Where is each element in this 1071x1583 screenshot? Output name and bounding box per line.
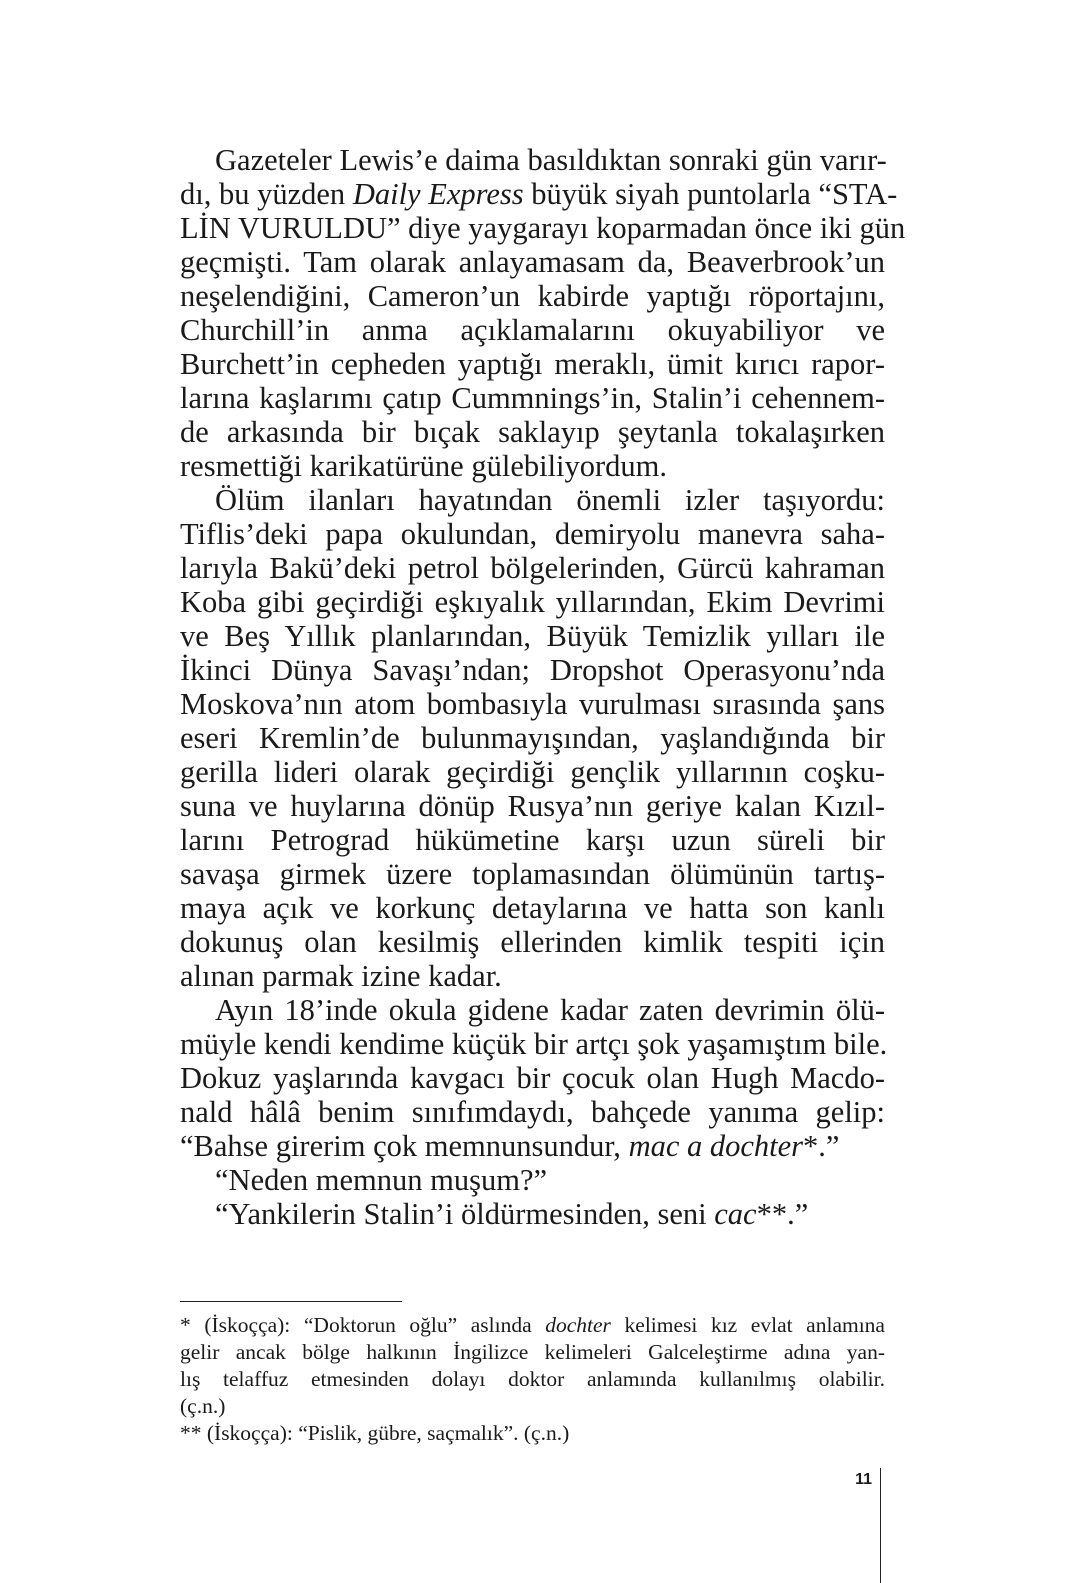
text-line (180, 415, 885, 449)
text-segment: müyle kendi kendime küçük bir artçı şok yaşamıştım bile. (180, 1027, 888, 1061)
text-segment: Dokuz yaşlarında kavgacı bir çocuk olan Hugh Macdo- (180, 1061, 885, 1095)
text-segment: maya açık ve korkunç detaylarına ve hatta son kanlı (180, 891, 885, 925)
text-segment: alınan parmak izine kadar. (180, 959, 502, 993)
text-segment: geçmişti. Tam olarak anlayamasam da, Beaverbrook’un (180, 245, 885, 279)
text-line (180, 1129, 885, 1163)
text-segment: nald hâlâ benim sınıfımdaydı, bahçede yanıma gelip: (180, 1095, 885, 1129)
footnote-line (180, 1366, 885, 1393)
text-line (180, 585, 885, 619)
text-segment: ve Beş Yıllık planlarından, Büyük Temizlik yılları ile (180, 619, 885, 653)
page-number: 11 (855, 1471, 872, 1488)
text-line (180, 823, 885, 857)
text-segment: savaşa girmek üzere toplamasından ölümünün tartış- (180, 857, 885, 891)
text-segment: “Bahse girerim çok memnunsundur, (180, 1129, 629, 1163)
text-segment: Ölüm ilanları hayatından önemli izler taşıyordu: (215, 483, 885, 517)
text-segment: dokunuş olan kesilmiş ellerinden kimlik tespiti için (180, 925, 885, 959)
italic-text: Daily Express (352, 177, 524, 211)
text-line (180, 313, 885, 347)
text-segment: Churchill’in anma açıklamalarını okuyabiliyor ve (180, 313, 885, 347)
text-line (180, 449, 885, 483)
text-line (180, 483, 885, 517)
text-line (180, 1061, 885, 1095)
text-segment: larına kaşlarımı çatıp Cummnings’in, Stalin’i cehennem- (180, 381, 885, 415)
text-line (180, 245, 885, 279)
text-segment: * (İskoçça): “Doktorun oğlu” aslında (180, 1313, 546, 1337)
text-segment: (ç.n.) (180, 1394, 226, 1418)
italic-text: dochter (545, 1313, 611, 1337)
text-line (180, 551, 885, 585)
text-segment: *.” (803, 1129, 840, 1163)
text-line (180, 517, 885, 551)
text-segment: Burchett’in cepheden yaptığı meraklı, ümit kırıcı rapor- (180, 347, 885, 381)
text-line (180, 279, 885, 313)
text-segment: Tiflis’deki papa okulundan, demiryolu manevra saha- (180, 517, 885, 551)
text-line (180, 143, 885, 177)
text-segment: de arkasında bir bıçak saklayıp şeytanla tokalaşırken (180, 415, 885, 449)
text-segment: gelir ancak bölge halkının İngilizce kelimeleri Galceleştirme adına yan- (180, 1340, 885, 1364)
text-line (180, 653, 885, 687)
text-segment: gerilla lideri olarak geçirdiği gençlik yıllarının coşku- (180, 755, 885, 789)
text-segment: dı, bu yüzden (180, 177, 353, 211)
text-segment: kelimesi kız evlat anlamına (610, 1313, 885, 1337)
text-line (180, 619, 885, 653)
text-segment: larıyla Bakü’deki petrol bölgelerinden, Gürcü kahraman (180, 551, 885, 585)
text-segment: LİN VURULDU” diye yaygarayı koparmadan önce iki gün (180, 211, 906, 245)
text-segment: büyük siyah puntolarla “STA- (523, 177, 898, 211)
text-line (180, 857, 885, 891)
text-line (180, 1163, 885, 1197)
text-line (180, 1095, 885, 1129)
text-segment: resmettiği karikatürüne gülebiliyordum. (180, 449, 668, 483)
text-segment: **.” (756, 1197, 809, 1231)
text-line (180, 721, 885, 755)
text-line (180, 891, 885, 925)
text-line (180, 993, 885, 1027)
text-line (180, 1027, 888, 1061)
text-segment: lış telaffuz etmesinden dolayı doktor anlamında kullanılmış olabilir. (180, 1367, 885, 1391)
text-segment: suna ve huylarına dönüp Rusya’nın geriye kalan Kızıl- (180, 789, 885, 823)
text-segment: Moskova’nın atom bombasıyla vurulması sırasında şans (180, 687, 885, 721)
text-segment: ** (İskoçça): “Pislik, gübre, saçmalık”. (ç.n.) (180, 1421, 570, 1445)
footnote-line (180, 1393, 885, 1420)
text-segment: “Neden memnun muşum?” (215, 1163, 548, 1197)
text-segment: İkinci Dünya Savaşı’ndan; Dropshot Operasyonu’nda (180, 653, 885, 687)
italic-text: cac (714, 1197, 757, 1231)
footnote-line (180, 1339, 885, 1366)
text-line (180, 687, 885, 721)
text-line (180, 925, 885, 959)
italic-text: mac a dochter (628, 1129, 804, 1163)
text-segment: Gazeteler Lewis’e daima basıldıktan sonraki gün varır- (215, 143, 887, 177)
text-line (180, 211, 906, 245)
text-segment: neşelendiğini, Cameron’un kabirde yaptığı röportajını, (180, 279, 885, 313)
text-segment: “Yankilerin Stalin’i öldürmesinden, seni (215, 1197, 715, 1231)
text-segment: eseri Kremlin’de bulunmayışından, yaşlandığında bir (180, 721, 885, 755)
footnote-line (180, 1420, 885, 1447)
footnote-divider (180, 1301, 402, 1302)
text-segment: larını Petrograd hükümetine karşı uzun süreli bir (180, 823, 885, 857)
text-line (180, 755, 885, 789)
text-line (180, 1197, 885, 1231)
text-line (180, 789, 885, 823)
text-line (180, 177, 898, 211)
text-line (180, 347, 885, 381)
margin-rule (880, 1468, 881, 1583)
text-segment: Ayın 18’inde okula gidene kadar zaten devrimin ölü- (215, 993, 885, 1027)
text-segment: Koba gibi geçirdiği eşkıyalık yıllarından, Ekim Devrimi (180, 585, 885, 619)
footnote-line (180, 1312, 885, 1339)
text-line (180, 959, 885, 993)
text-line (180, 381, 885, 415)
